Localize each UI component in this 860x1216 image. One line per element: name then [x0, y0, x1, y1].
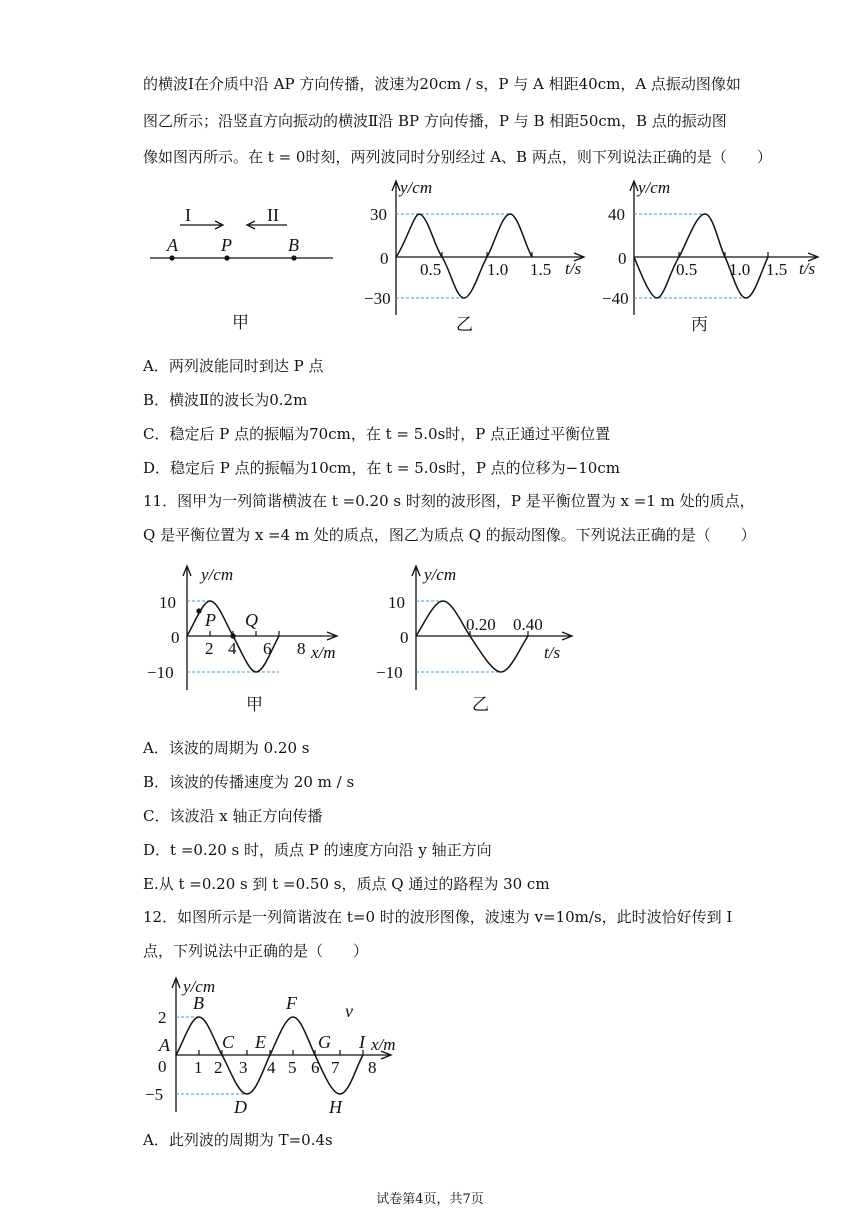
x-tick-3: 3: [239, 1058, 248, 1077]
q11-figure-jia: [143, 560, 363, 720]
y-tick-zero: 0: [400, 628, 409, 647]
q12-line-1: 12．如图所示是一列简谐波在 t=0 时的波形图像，波速为 v=10m/s，此时波恰好传到 I: [143, 908, 733, 926]
x-tick-2: 2: [205, 639, 214, 658]
q10-line-2: 图乙所示；沿竖直方向振动的横波Ⅱ沿 BP 方向传播，P 与 B 相距50cm，B 点的振动图: [143, 112, 727, 130]
y-tick-min: −10: [147, 663, 174, 682]
figure-caption-jia: 甲: [232, 313, 249, 332]
figure-caption-yi: 乙: [456, 315, 473, 334]
x-axis-label: t/s: [565, 259, 582, 278]
x-tick-1-0: 1.0: [729, 260, 751, 279]
q10-option-d: D．稳定后 P 点的振幅为10cm，在 t = 5.0s时，P 点的位移为−10cm: [143, 459, 620, 477]
q10-option-c: C．稳定后 P 点的振幅为70cm，在 t = 5.0s时，P 点正通过平衡位置: [143, 425, 611, 443]
q11-line-2: Q 是平衡位置为 x =4 m 处的质点，图乙为质点 Q 的振动图像。下列说法正确的是（ ）: [143, 526, 756, 544]
point-E-label: E: [255, 1032, 266, 1052]
y-tick-min: −10: [376, 663, 403, 682]
velocity-v-label: v: [345, 1001, 353, 1021]
particle-Q: [230, 633, 235, 638]
x-tick-5: 5: [288, 1058, 297, 1077]
wave-II-label: II: [267, 205, 279, 225]
point-G-label: G: [318, 1032, 331, 1052]
y-tick-zero: 0: [158, 1057, 167, 1076]
point-B-label: B: [193, 993, 204, 1013]
x-axis-label: x/m: [311, 643, 336, 662]
x-tick-6: 6: [263, 639, 272, 658]
y-tick-max: 10: [388, 593, 405, 612]
x-tick-4: 4: [228, 639, 237, 658]
point-Q-label: Q: [245, 610, 258, 630]
q11-option-b: B．该波的传播速度为 20 m / s: [143, 773, 355, 791]
vibration-curve: [634, 214, 768, 298]
q11-option-e: E.从 t =0.20 s 到 t =0.50 s，质点 Q 通过的路程为 30 cm: [143, 875, 550, 893]
y-tick-min: −5: [145, 1085, 164, 1104]
point-H-label: H: [329, 1097, 342, 1117]
q10-line-3: 像如图丙所示。在 t = 0时刻，两列波同时分别经过 A、B 两点，则下列说法正确的是（ ）: [143, 148, 772, 166]
point-A-label: A: [159, 1035, 170, 1055]
t-tick-0-20: 0.20: [466, 615, 496, 634]
y-axis-label: y/cm: [183, 977, 216, 996]
figure-caption-bing: 丙: [691, 315, 708, 334]
q10-option-a: A．两列波能同时到达 P 点: [143, 357, 324, 375]
y-tick-max: 2: [158, 1008, 167, 1027]
q11-option-a: A．该波的周期为 0.20 s: [143, 739, 310, 757]
q10-option-b: B．横波Ⅱ的波长为0.2m: [143, 391, 308, 409]
y-tick-max: 30: [370, 205, 387, 224]
y-tick-min: −30: [364, 289, 391, 308]
x-axis-label: t/s: [799, 259, 816, 278]
x-tick-2: 2: [214, 1058, 223, 1077]
x-tick-1: 1: [194, 1058, 203, 1077]
point-I-label: I: [359, 1032, 365, 1052]
q10-line-1: 的横波Ⅰ在介质中沿 AP 方向传播，波速为20cm / s，P 与 A 相距40cm，A 点振动图像如: [143, 75, 741, 93]
point-B-label: B: [288, 235, 299, 255]
y-axis-label: y/cm: [424, 565, 457, 584]
point-C-label: C: [222, 1032, 235, 1052]
y-tick-zero: 0: [618, 249, 627, 268]
x-tick-6: 6: [311, 1058, 320, 1077]
page-footer: 试卷第4页，共7页: [376, 1192, 484, 1207]
point-D-label: D: [234, 1097, 247, 1117]
x-tick-8: 8: [368, 1058, 377, 1077]
y-tick-max: 40: [608, 205, 625, 224]
y-tick-zero: 0: [171, 628, 180, 647]
particle-P: [196, 608, 201, 613]
x-tick-4: 4: [267, 1058, 276, 1077]
q12-line-2: 点，下列说法中正确的是（ ）: [143, 942, 369, 960]
q11-option-d: D．t =0.20 s 时，质点 P 的速度方向沿 y 轴正方向: [143, 841, 492, 859]
q10-figure-jia: [145, 195, 345, 345]
q11-line-1: 11．图甲为一列简谐横波在 t =0.20 s 时刻的波形图，P 是平衡位置为 x =1 m 处的质点，: [143, 492, 755, 510]
point-A-label: A: [167, 235, 178, 255]
x-tick-0-5: 0.5: [676, 260, 698, 279]
wave-I-label: I: [185, 205, 191, 225]
q11-figure-yi: [368, 560, 588, 720]
y-axis-label: y/cm: [201, 565, 234, 584]
x-tick-7: 7: [331, 1058, 340, 1077]
figure-caption-jia: 甲: [246, 695, 263, 714]
y-axis-label: y/cm: [400, 178, 433, 197]
x-tick-8: 8: [297, 639, 306, 658]
y-axis-label: y/cm: [638, 178, 671, 197]
y-tick-max: 10: [159, 593, 176, 612]
x-axis-label: x/m: [371, 1035, 396, 1054]
y-tick-min: −40: [602, 289, 629, 308]
q12-wave-figure: [143, 972, 433, 1120]
figure-caption-yi: 乙: [472, 695, 489, 714]
vibration-curve: [396, 214, 532, 298]
q11-option-c: C．该波沿 x 轴正方向传播: [143, 807, 323, 825]
point-P-label: P: [221, 235, 232, 255]
point-P-label: P: [205, 610, 216, 630]
x-tick-1-5: 1.5: [766, 260, 788, 279]
y-tick-zero: 0: [380, 249, 389, 268]
x-tick-0-5: 0.5: [420, 260, 442, 279]
q10-figure-yi: [360, 175, 600, 335]
point-F-label: F: [286, 993, 297, 1013]
t-tick-0-40: 0.40: [513, 615, 543, 634]
x-tick-1-0: 1.0: [487, 260, 509, 279]
x-axis-label: t/s: [544, 643, 561, 662]
q10-figure-bing: [598, 175, 838, 335]
q12-option-a: A．此列波的周期为 T=0.4s: [143, 1131, 333, 1149]
x-tick-1-5: 1.5: [530, 260, 552, 279]
